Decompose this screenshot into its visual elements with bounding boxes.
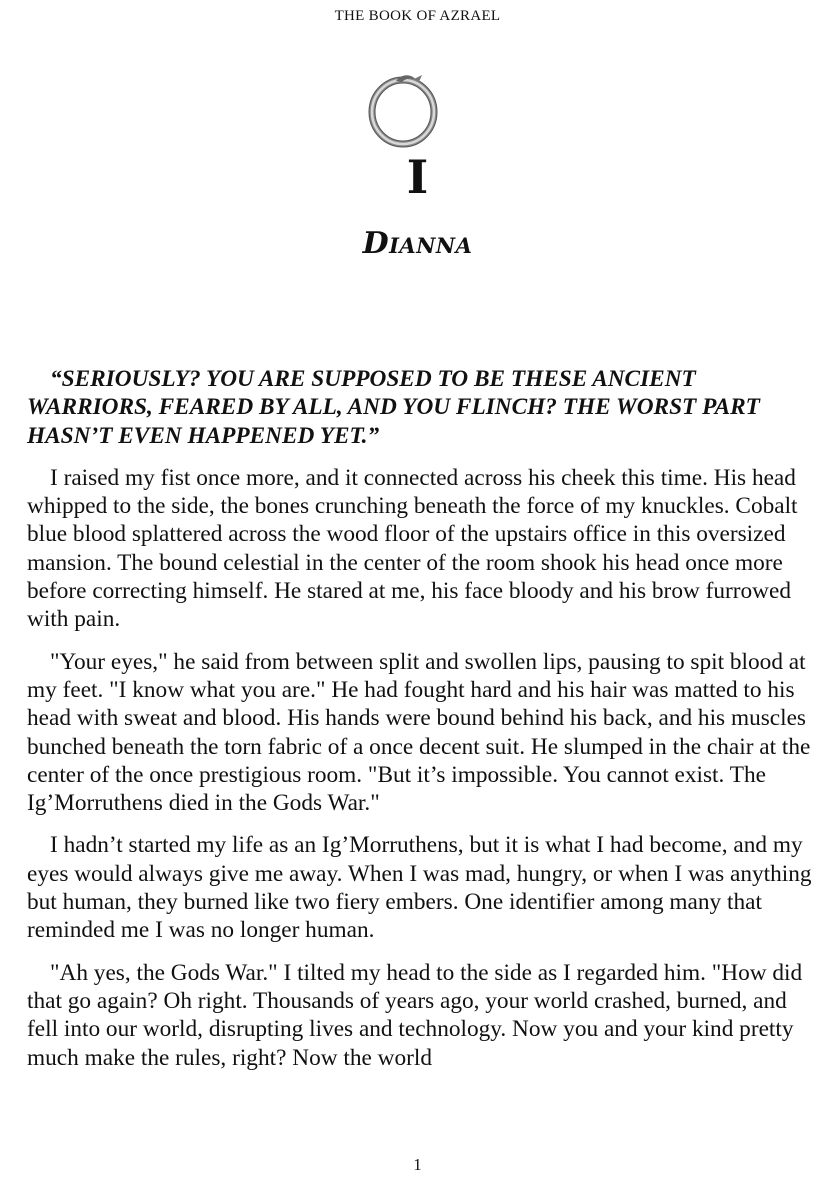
paragraph: I hadn’t started my life as an Ig’Morruthens, but it is what I had become, and my eyes would always give me away. When I was mad, hungry, or when I was anything but human, they burned like two fiery embers. One identifier among many that reminded me I was no longer human.	[27, 832, 812, 944]
chapter-title-rest: IANNA	[389, 233, 473, 258]
paragraph: I raised my fist once more, and it connected across his cheek this time. His head whipped to the side, the bones crunching beneath the force of my knuckles. Cobalt blue blood splattered across the wood floor of the upstairs office in this oversized mansion. The bound celestial in the center of the room shook his head once more before correcting himself. He stared at me, his face bloody and his brow furrowed with pain.	[27, 464, 798, 633]
chapter-title	[0, 226, 835, 261]
ouroboros-ring-emblem	[366, 70, 440, 150]
opening-quote-paragraph: “SERIOUSLY? YOU ARE SUPPOSED TO BE THESE ANCIENT WARRIORS, FEARED BY ALL, AND YOU FLINCH? THE WORST PART HASN’T EVEN HAPPENED YET.”	[27, 366, 760, 449]
paragraph: "Your eyes," he said from between split and swollen lips, pausing to spit blood at my feet. "I know what you are." He had fought hard and his hair was matted to his head with sweat and blood. His hands were bound behind his back, and his muscles bunched beneath the torn fabric of a once decent suit. He slumped in the chair at the center of the once prestigious room. "But it’s impossible. You cannot exist. The Ig’Morruthens died in the Gods War."	[27, 648, 811, 817]
page-number: 1	[413, 1155, 422, 1174]
running-header: THE BOOK OF AZRAEL	[334, 8, 501, 24]
chapter-title-initial: D	[362, 226, 390, 261]
body-text	[27, 365, 812, 1086]
chapter-number: I	[406, 150, 429, 204]
paragraph: "Ah yes, the Gods War." I tilted my head to the side as I regarded him. "How did that go again? Oh right. Thousands of years ago, your world crashed, burned, and fell into our world, disrupting lives and technology. Now you and your kind pretty much make the rules, right? Now the world	[27, 959, 803, 1071]
